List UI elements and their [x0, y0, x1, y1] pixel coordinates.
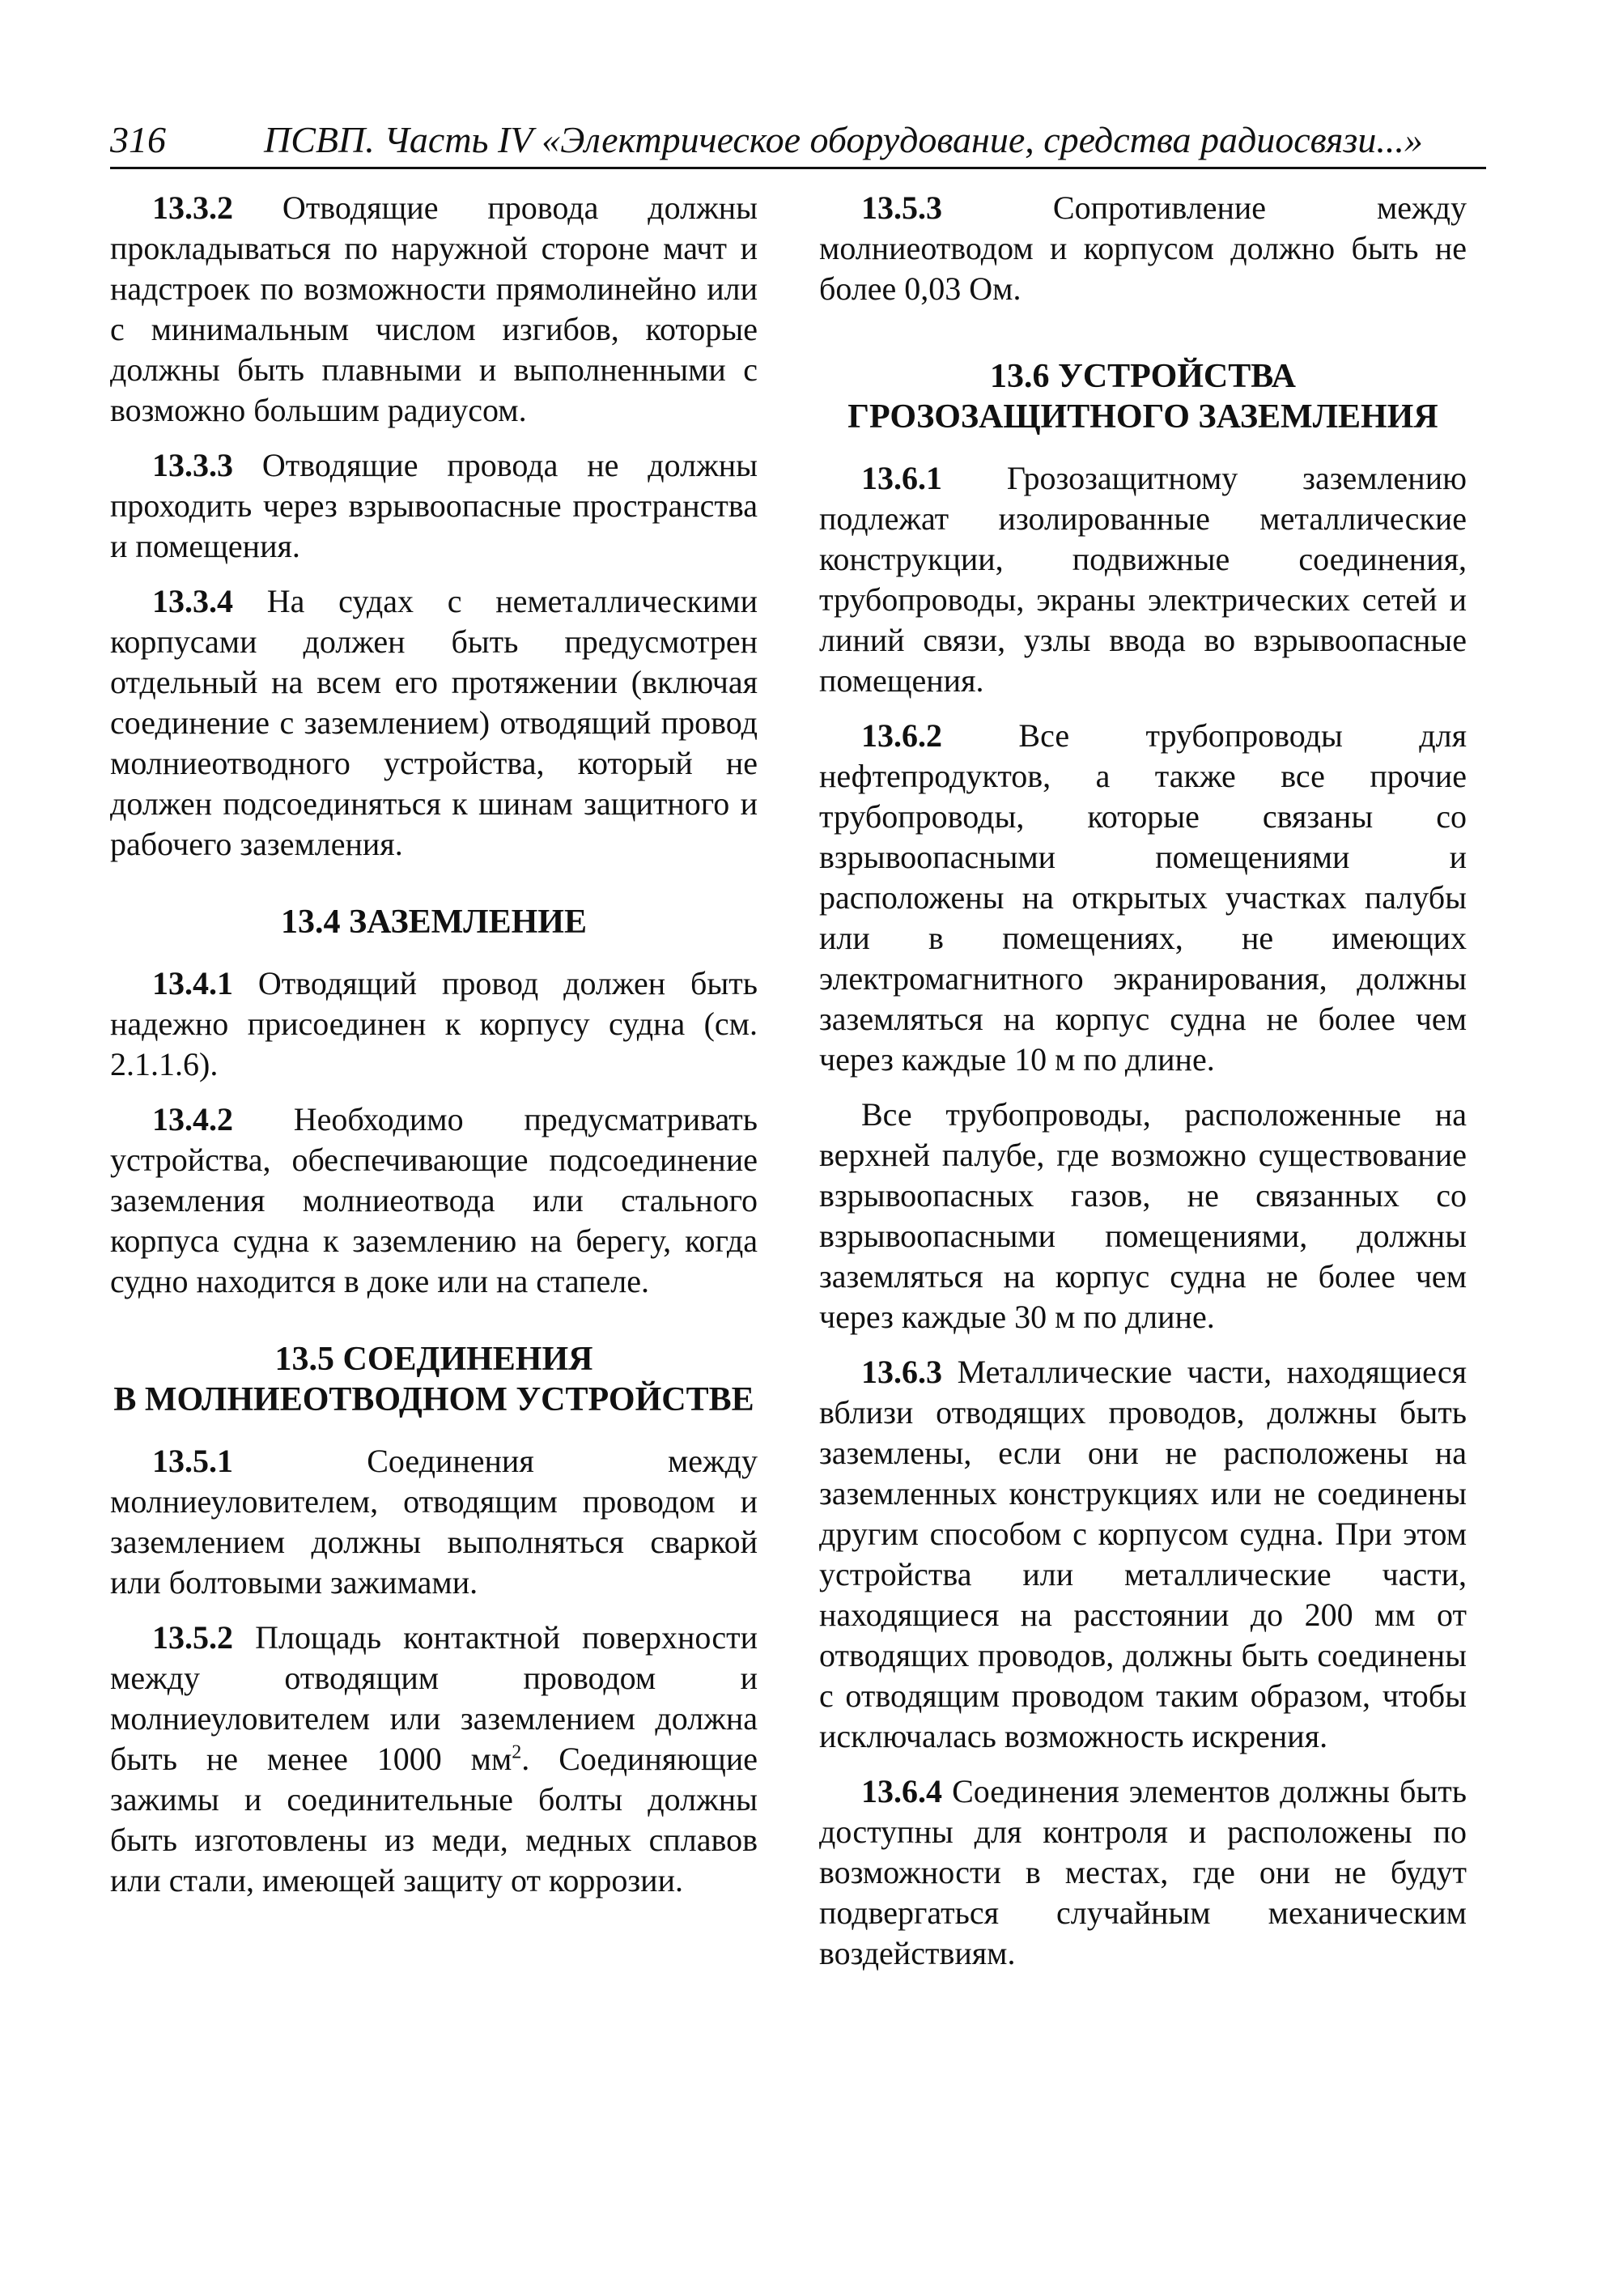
paragraph-13-6-3 — [819, 1352, 1467, 1757]
clause-number: 13.6.4 — [861, 1773, 942, 1809]
paragraph-text: . Соединяющие зажимы и соединительные болты должны быть изготовлены из меди, медных сплавов или стали, имеющей защиту от коррозии. — [110, 1741, 758, 1898]
paragraph-13-3-4 — [110, 581, 758, 865]
clause-number: 13.6.1 — [861, 460, 942, 496]
clause-number: 13.4.2 — [152, 1101, 233, 1137]
paragraph-text: Все трубопроводы для нефтепродуктов, а также все прочие трубопроводы, которые связаны со взрывоопасными помещениями и расположены на открытых участках палубы или в помещениях, не имеющих электромагнитного экранирования, должны заземляться на корпус судна не более чем через каждые 10 м по длине. — [819, 717, 1467, 1078]
superscript: 2 — [512, 1741, 522, 1763]
paragraph-13-4-2 — [110, 1099, 758, 1302]
paragraph-text: Соединения между молниеуловителем, отводящим проводом и заземлением должны выполняться сваркой или болтовыми зажимами. — [110, 1443, 758, 1601]
paragraph-13-5-2 — [110, 1618, 758, 1901]
clause-number: 13.5.2 — [152, 1619, 233, 1656]
paragraph-text: Площадь контактной поверхности между отводящим проводом и молниеуловителем или заземлением должна быть не менее 1000 мм — [110, 1619, 758, 1777]
clause-number: 13.6.3 — [861, 1354, 942, 1390]
paragraph-13-6-2 — [819, 716, 1467, 1080]
paragraph-text: Сопротивление между молниеотводом и корпусом должно быть не более 0,03 Ом. — [819, 189, 1467, 307]
paragraph-13-6-2-continued: Все трубопроводы, расположенные на верхней палубе, где возможно существование взрывоопасных газов, не связанных со взрывоопасными помещениями, должны заземляться на корпус судна не более чем через каждые 30 м по длине. — [819, 1096, 1467, 1335]
clause-number: 13.3.2 — [152, 189, 233, 226]
paragraph-text: Грозозащитному заземлению подлежат изолированные металлические конструкции, подвижные соединения, трубопроводы, экраны электрических сетей и линий связи, узлы ввода во взрывоопасные помещения. — [819, 460, 1467, 699]
paragraph-text: Отводящие провода должны прокладываться по наружной стороне мачт и надстроек по возможности прямолинейно или с минимальным числом изгибов, которые должны быть плавными и выполненными с возможно большим радиусом. — [110, 189, 758, 428]
page-header — [110, 113, 1486, 169]
paragraph-13-5-3 — [819, 188, 1467, 309]
clause-number: 13.5.3 — [861, 189, 942, 226]
section-heading-13-4: 13.4 ЗАЗЕМЛЕНИЕ — [281, 904, 587, 941]
right-column — [819, 188, 1467, 1988]
paragraph-text: Металлические части, находящиеся вблизи отводящих проводов, должны быть заземлены, если они не расположены на заземленных конструкциях или не соединены другим способом с корпусом судна. При этом устройства или металлические части, находящиеся на расстоянии до 200 мм от отводящих проводов, должны быть соединены с отводящим проводом таким образом, чтобы исключалась возможность искрения. — [819, 1354, 1467, 1754]
page-number: 316 — [110, 119, 166, 160]
paragraph-13-5-1 — [110, 1441, 758, 1603]
clause-number: 13.3.4 — [152, 583, 233, 619]
left-column — [110, 188, 758, 1915]
paragraph-13-3-3 — [110, 445, 758, 567]
section-heading-13-5 — [110, 1339, 758, 1420]
heading-line: В МОЛНИЕОТВОДНОМ УСТРОЙСТВЕ — [113, 1381, 754, 1418]
paragraph-text: Отводящие провода не должны проходить через взрывоопасные пространства и помещения. — [110, 447, 758, 564]
paragraph-13-3-2 — [110, 188, 758, 431]
paragraph-text: Отводящий провод должен быть надежно присоединен к корпусу судна (см. 2.1.1.6). — [110, 965, 758, 1082]
paragraph-13-4-1 — [110, 963, 758, 1085]
clause-number: 13.5.1 — [152, 1443, 233, 1479]
paragraph-text: Соединения элементов должны быть доступны для контроля и расположены по возможности в местах, где они не будут подвергаться случайным механическим воздействиям. — [819, 1773, 1467, 1971]
heading-line: ГРОЗОЗАЩИТНОГО ЗАЗЕМЛЕНИЯ — [847, 398, 1438, 436]
clause-number: 13.3.3 — [152, 447, 233, 483]
heading-line: 13.6 УСТРОЙСТВА — [990, 358, 1296, 395]
paragraph-13-6-4 — [819, 1771, 1467, 1974]
paragraph-text: На судах с неметаллическими корпусами должен быть предусмотрен отдельный на всем его протяжении (включая соединение с заземлением) отводящий провод молниеотводного устройства, который не должен подсоединяться к шинам защитного и рабочего заземления. — [110, 583, 758, 862]
clause-number: 13.4.1 — [152, 965, 233, 1001]
heading-line: 13.5 СОЕДИНЕНИЯ — [274, 1341, 593, 1378]
running-title: ПСВП. Часть IV «Электрическое оборудование, средства радиосвязи...» — [264, 119, 1423, 160]
clause-number: 13.6.2 — [861, 717, 942, 754]
section-heading-13-6 — [819, 356, 1467, 437]
paragraph-13-6-1 — [819, 458, 1467, 701]
paragraph-text: Необходимо предусматривать устройства, обеспечивающие подсоединение заземления молниеотвода или стального корпуса судна к заземлению на берегу, когда судно находится в доке или на стапеле. — [110, 1101, 758, 1299]
